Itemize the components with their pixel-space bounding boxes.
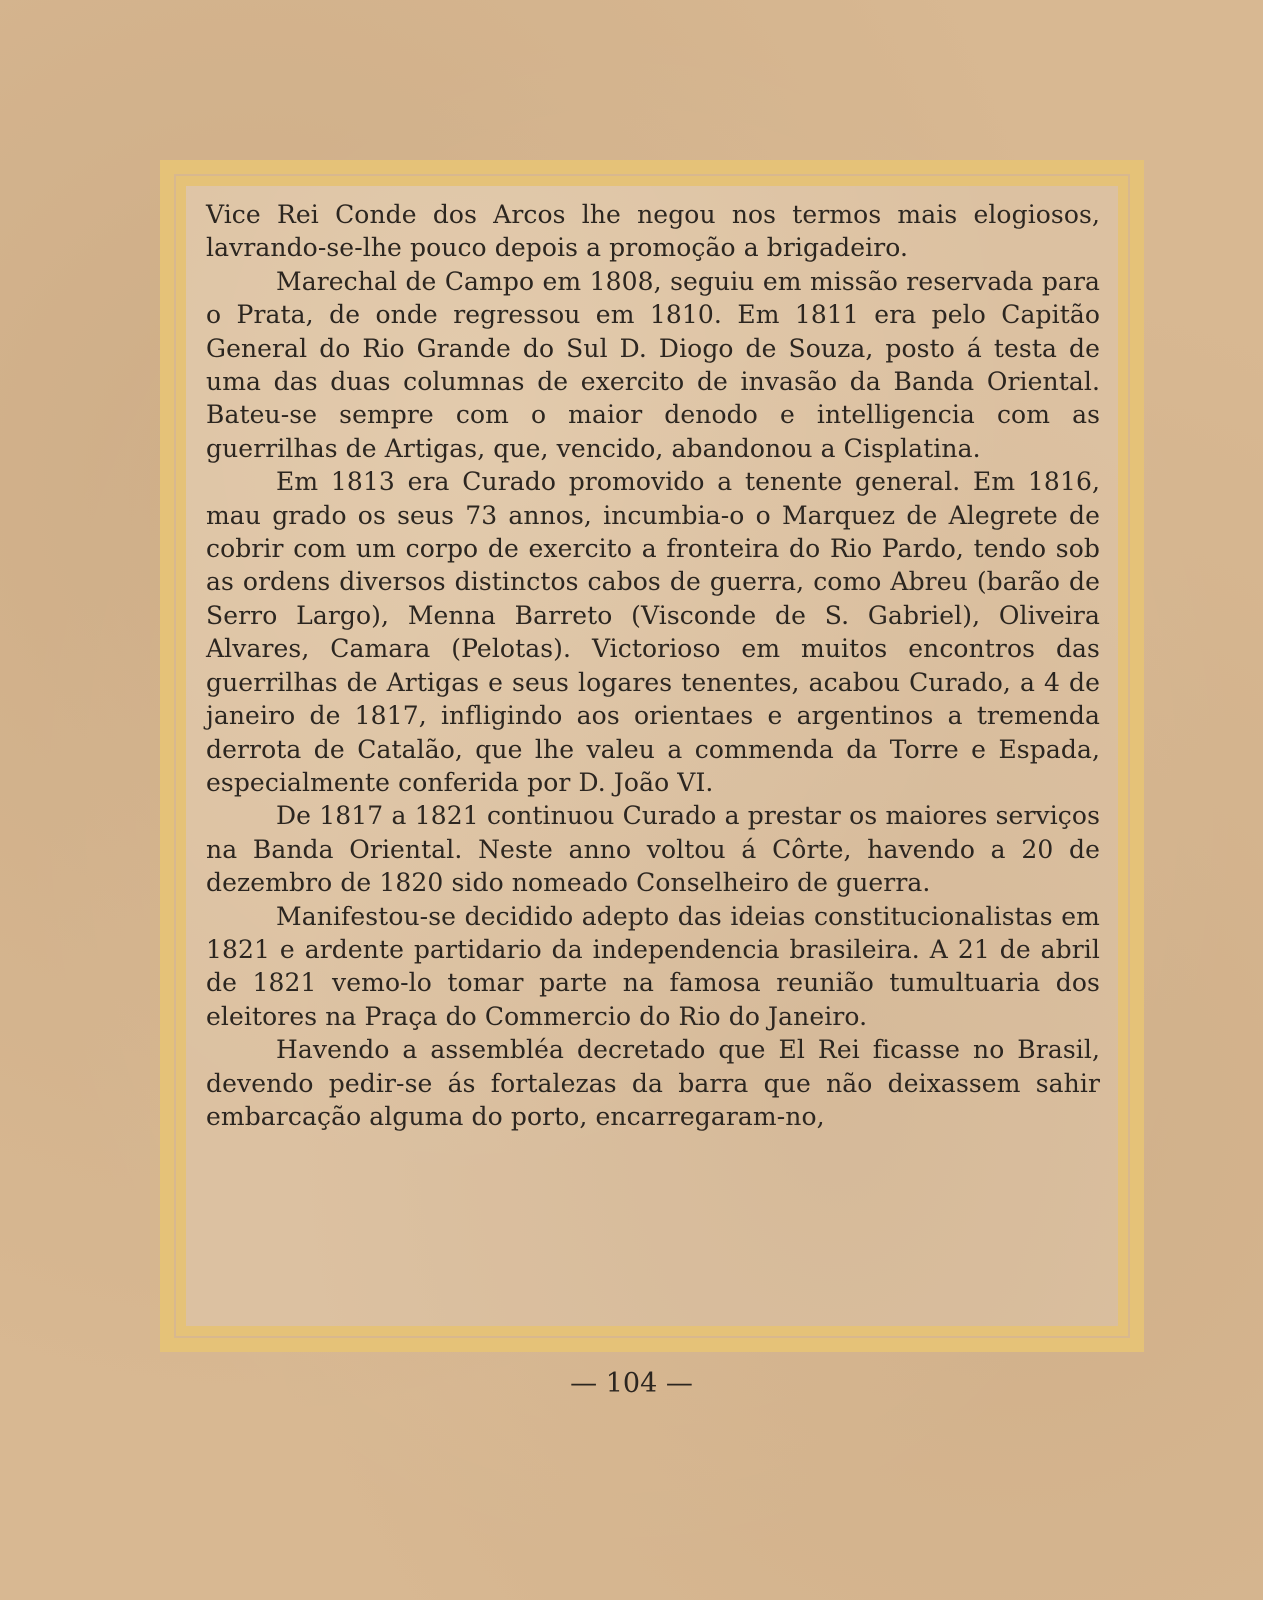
page-number: — 104 — (570, 1368, 693, 1399)
paragraph-4: De 1817 a 1821 continuou Curado a prestar os maiores serviços na Banda Oriental. Neste anno voltou á Côrte, havendo a 20 de dezembro de 1820 sido nomeado Conselheiro de guerra. (206, 801, 1100, 898)
paragraph-2: Marechal de Campo em 1808, seguiu em missão reservada para o Prata, de onde regressou em 1810. Em 1811 era pelo Capitão General do Rio Grande do Sul D. Diogo de Souza, posto á testa de uma das duas columnas de exercito de invasão da Banda Oriental. Bateu-se sempre com o maior denodo e intelligencia com as guerrilhas de Artigas, que, vencido, abandonou a Cisplatina. (206, 266, 1100, 463)
paragraph-6: Havendo a assembléa decretado que El Rei ficasse no Brasil, devendo pedir-se ás fortalezas da barra que não deixassem sahir embarcação alguma do porto, encarregaram-no, (206, 1035, 1100, 1131)
decorative-frame (160, 160, 1144, 1352)
paragraph-3: Em 1813 era Curado promovido a tenente general. Em 1816, mau grado os seus 73 annos, incumbia-o o Marquez de Alegrete de cobrir com um corpo de exercito a fronteira do Rio Pardo, tendo sob as ordens diversos distinctos cabos de guerra, como Abreu (barão de Serro Largo), Menna Barreto (Visconde de S. Gabriel), Oliveira Alvares, Camara (Pelotas). Victorioso em muitos encontros das guerrilhas de Artigas e seus logares tenentes, acabou Curado, a 4 de janeiro de 1817, infligindo aos orientaes e argentinos a tremenda derrota de Catalão, que lhe valeu a commenda da Torre e Espada, especialmente conferida por D. João VI. (206, 467, 1100, 797)
paragraph-1: Vice Rei Conde dos Arcos lhe negou nos termos mais elogiosos, lavrando-se-lhe pouco depois a promoção a brigadeiro. (206, 200, 1100, 263)
paragraph-5: Manifestou-se decidido adepto das ideias constitucionalistas em 1821 e ardente partidario da independencia brasileira. A 21 de abril de 1821 vemo-lo tomar parte na famosa reunião tumultuaria dos eleitores na Praça do Commercio do Rio do Janeiro. (206, 901, 1100, 1031)
body-text (206, 198, 1100, 1133)
text-panel (186, 186, 1118, 1326)
